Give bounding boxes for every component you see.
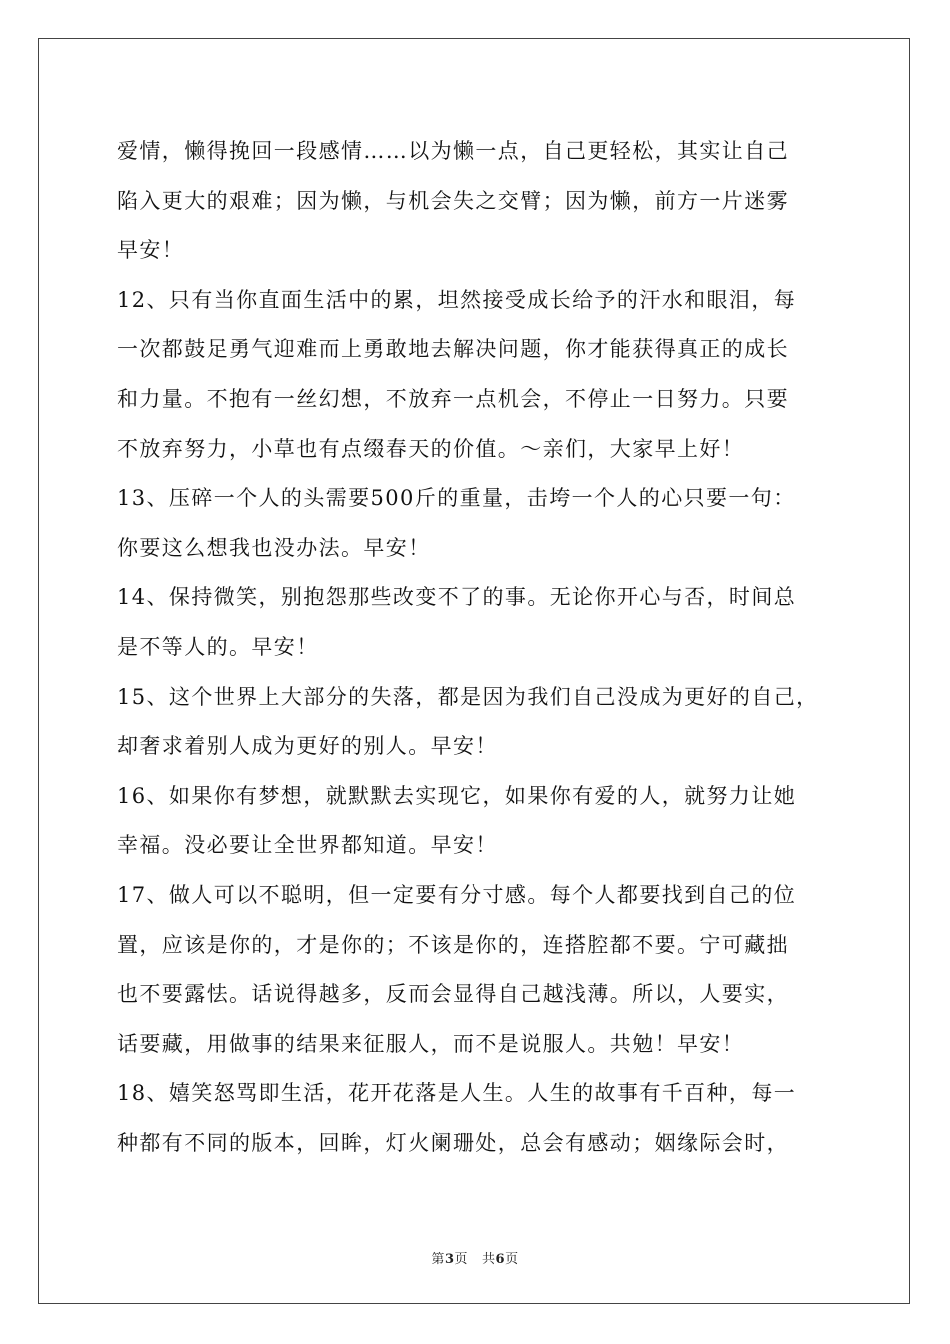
text-line: 话要藏，用做事的结果来征服人，而不是说服人。共勉！早安！ — [117, 1031, 745, 1056]
page-suffix: 页 — [454, 1252, 468, 1267]
document-body — [117, 127, 857, 1168]
total-suffix: 页 — [505, 1252, 519, 1267]
text-line: 18、嬉笑怒骂即生活，花开花落是人生。人生的故事有千百种，每一 — [117, 1081, 797, 1106]
page-number: 3 — [444, 1252, 455, 1267]
text-line: 13、压碎一个人的头需要500斤的重量，击垮一个人的心只要一句： — [117, 486, 796, 511]
text-line: 置，应该是你的，才是你的；不该是你的，连搭腔都不要。宁可藏拙 — [117, 932, 789, 957]
total-pages: 6 — [495, 1252, 506, 1267]
text-line: 一次都鼓足勇气迎难而上勇敢地去解决问题，你才能获得真正的成长 — [117, 337, 789, 362]
text-line: 也不要露怯。话说得越多，反而会显得自己越浅薄。所以，人要实， — [117, 982, 789, 1007]
total-prefix: 共 — [482, 1252, 496, 1267]
text-line: 14、保持微笑，别抱怨那些改变不了的事。无论你开心与否，时间总 — [117, 585, 797, 610]
text-line: 和力量。不抱有一丝幻想，不放弃一点机会，不停止一日努力。只要 — [117, 386, 789, 411]
text-line: 陷入更大的艰难；因为懒，与机会失之交臂；因为懒，前方一片迷雾 — [117, 188, 789, 213]
text-line: 不放弃努力，小草也有点缀春天的价值。～亲们，大家早上好！ — [117, 436, 745, 461]
text-line: 却奢求着别人成为更好的别人。早安！ — [117, 734, 498, 759]
text-line: 12、只有当你直面生活中的累，坦然接受成长给予的汗水和眼泪，每 — [117, 287, 797, 312]
text-line: 17、做人可以不聪明，但一定要有分寸感。每个人都要找到自己的位 — [117, 882, 797, 907]
text-line: 幸福。没必要让全世界都知道。早安！ — [117, 833, 498, 858]
page-footer — [0, 1248, 950, 1267]
text-line: 爱情，懒得挽回一段感情……以为懒一点，自己更轻松，其实让自己 — [117, 139, 789, 163]
text-line: 是不等人的。早安！ — [117, 634, 319, 659]
text-line: 种都有不同的版本，回眸，灯火阑珊处，总会有感动；姻缘际会时， — [117, 1130, 789, 1155]
text-line: 15、这个世界上大部分的失落，都是因为我们自己没成为更好的自己， — [117, 684, 819, 709]
page-prefix: 第 — [431, 1252, 445, 1267]
text-line: 16、如果你有梦想，就默默去实现它，如果你有爱的人，就努力让她 — [117, 783, 797, 808]
text-line: 早安！ — [117, 238, 185, 263]
text-line: 你要这么想我也没办法。早安！ — [117, 535, 431, 560]
